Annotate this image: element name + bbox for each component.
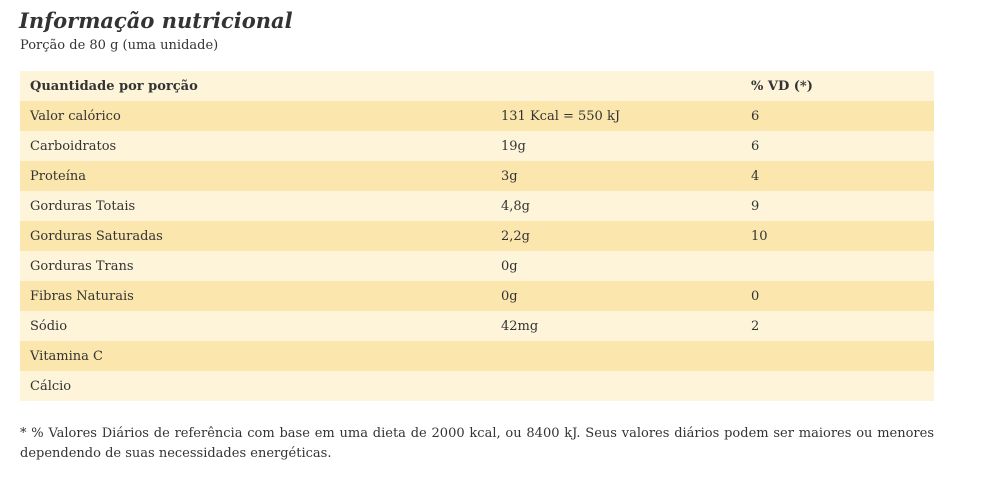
table-row [20,101,934,131]
table-row [20,281,934,311]
table-row [20,221,934,251]
nutrient-daily-value: 4 [751,168,760,184]
header-quantity: Quantidade por porção [30,78,198,94]
nutrient-name: Carboidratos [30,138,117,154]
header-daily-value: % VD (*) [751,78,813,94]
nutrient-name: Proteína [30,168,86,184]
nutrient-name: Sódio [30,318,68,334]
nutrient-amount: 2,2g [501,228,530,244]
nutrient-name: Gorduras Trans [30,258,134,274]
daily-value-footnote: * % Valores Diários de referência com base em uma dieta de 2000 kcal, ou 8400 kJ. Seus valores diários podem ser maiores ou menores dependendo de suas necessidades energéticas. [20,426,934,461]
nutrient-daily-value: 6 [751,138,760,154]
nutrient-name: Gorduras Saturadas [30,228,163,244]
nutrient-name: Valor calórico [30,108,121,124]
nutrient-name: Cálcio [30,378,72,394]
nutrient-amount: 19g [501,138,526,154]
table-row [20,191,934,221]
nutrient-daily-value: 2 [751,318,760,334]
nutrient-daily-value: 10 [751,228,768,244]
table-row [20,341,934,371]
nutrient-name: Fibras Naturais [30,288,134,304]
table-header-row [20,71,934,101]
nutrient-amount: 42mg [501,318,539,334]
table-row [20,311,934,341]
table-row [20,251,934,281]
nutrient-daily-value: 9 [751,198,760,214]
table-row [20,131,934,161]
nutrient-name: Vitamina C [30,348,103,364]
nutrition-table [20,71,934,401]
portion-size: Porção de 80 g (uma unidade) [20,38,219,53]
nutrient-amount: 3g [501,168,518,184]
nutrient-daily-value: 0 [751,288,760,304]
nutrient-amount: 131 Kcal = 550 kJ [501,108,621,124]
table-row [20,371,934,401]
page-title: Informação nutricional [19,8,293,33]
nutrient-amount: 0g [501,288,518,304]
nutrient-amount: 0g [501,258,518,274]
table-row [20,161,934,191]
nutrient-name: Gorduras Totais [30,198,136,214]
nutrient-amount: 4,8g [501,198,530,214]
nutrient-daily-value: 6 [751,108,760,124]
